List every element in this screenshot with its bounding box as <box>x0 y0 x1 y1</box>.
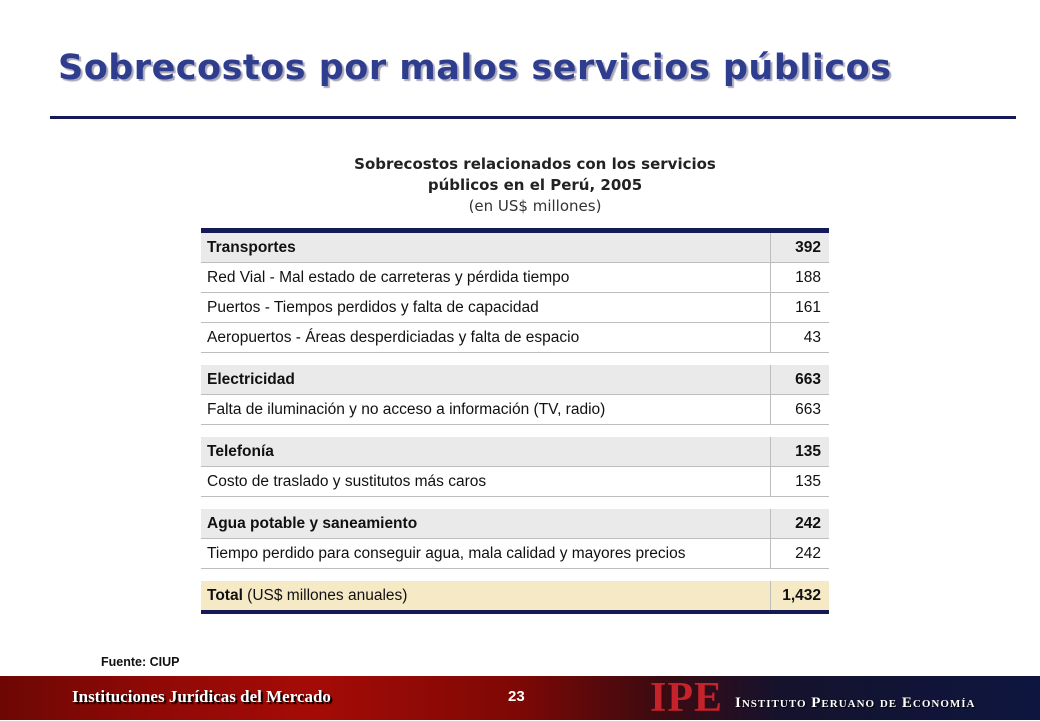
total-label-bold: Total <box>207 586 243 604</box>
total-row <box>201 581 829 610</box>
group-name: Telefonía <box>207 442 274 460</box>
item-label: Red Vial - Mal estado de carreteras y pérdida tiempo <box>207 268 570 286</box>
title-divider <box>50 116 1016 119</box>
item-value: 161 <box>770 293 829 322</box>
total-value: 1,432 <box>770 581 829 610</box>
group-header-row <box>201 509 829 539</box>
table-heading-line2: públicos en el Perú, 2005 <box>427 176 643 194</box>
group-name: Transportes <box>207 238 296 256</box>
table-row <box>201 293 829 323</box>
table-heading-unit: (en US$ millones) <box>468 197 602 215</box>
overcost-table <box>201 228 829 614</box>
group-name: Agua potable y saneamiento <box>207 514 418 532</box>
table-row <box>201 395 829 425</box>
group-total: 663 <box>770 365 829 394</box>
item-label: Falta de iluminación y no acceso a información (TV, radio) <box>207 400 606 418</box>
item-label: Costo de traslado y sustitutos más caros <box>207 472 487 490</box>
total-label <box>201 587 770 605</box>
source-note: Fuente: CIUP <box>101 655 180 669</box>
logo-mark: IPE <box>650 675 724 721</box>
group-spacer <box>201 497 829 509</box>
item-value: 43 <box>770 323 829 352</box>
item-value: 188 <box>770 263 829 292</box>
group-spacer <box>201 353 829 365</box>
slide-title: Sobrecostos por malos servicios públicos <box>58 48 892 88</box>
item-value: 242 <box>770 539 829 568</box>
group-name: Electricidad <box>207 370 295 388</box>
table-row <box>201 467 829 497</box>
footer-course-title: Instituciones Jurídicas del Mercado <box>72 687 331 706</box>
group-total: 242 <box>770 509 829 538</box>
group-total: 135 <box>770 437 829 466</box>
group-header-row <box>201 437 829 467</box>
group-header-row <box>201 233 829 263</box>
table-heading-line1: Sobrecostos relacionados con los servicios <box>354 155 716 173</box>
item-label: Aeropuertos - Áreas desperdiciadas y falta de espacio <box>207 328 580 346</box>
table-bottom-bar <box>201 610 829 614</box>
total-label-rest: (US$ millones anuales) <box>242 586 408 604</box>
group-header-row <box>201 365 829 395</box>
ipe-logo <box>650 676 975 720</box>
logo-text: Instituto Peruano de Economía <box>735 695 976 711</box>
footer-bar <box>0 676 1040 720</box>
item-value: 663 <box>770 395 829 424</box>
item-value: 135 <box>770 467 829 496</box>
page-number: 23 <box>508 688 525 705</box>
table-row <box>201 263 829 293</box>
group-spacer <box>201 569 829 581</box>
group-spacer <box>201 425 829 437</box>
group-total: 392 <box>770 233 829 262</box>
table-row <box>201 539 829 569</box>
table-row <box>201 323 829 353</box>
item-label: Puertos - Tiempos perdidos y falta de capacidad <box>207 298 539 316</box>
item-label: Tiempo perdido para conseguir agua, mala calidad y mayores precios <box>207 544 686 562</box>
table-heading <box>200 154 870 217</box>
